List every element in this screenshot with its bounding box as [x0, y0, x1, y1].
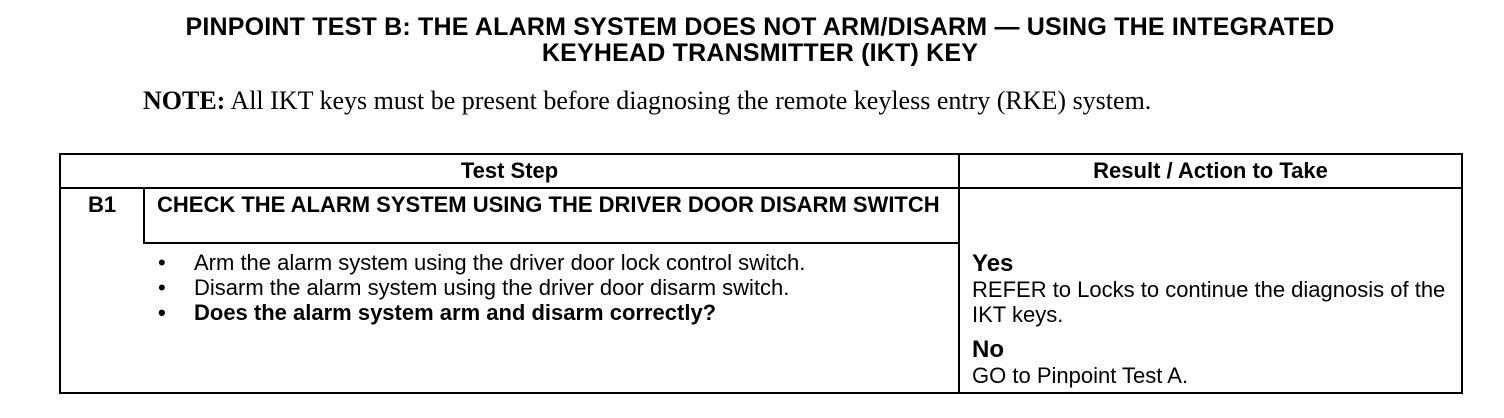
step-id: B1	[60, 188, 144, 243]
step-title: CHECK THE ALARM SYSTEM USING THE DRIVER DOOR DISARM SWITCH	[144, 188, 959, 243]
header-test-step: Test Step	[60, 154, 959, 188]
note-label: NOTE:	[143, 86, 226, 115]
result-yes-text: REFER to Locks to continue the diagnosis of the IKT keys.	[972, 277, 1446, 327]
instruction-text: Arm the alarm system using the driver door lock control switch.	[194, 250, 806, 275]
instruction-list	[158, 250, 950, 325]
step-id-spacer	[60, 243, 144, 393]
header-result-action: Result / Action to Take	[959, 154, 1462, 188]
title-line-2: KEYHEAD TRANSMITTER (IKT) KEY	[541, 39, 979, 67]
instruction-item	[158, 275, 950, 300]
title-line-1: PINPOINT TEST B: THE ALARM SYSTEM DOES NOT ARM/DISARM — USING THE INTEGRATED	[185, 13, 1335, 41]
note	[143, 86, 1343, 116]
note-text: All IKT keys must be present before diagnosing the remote keyless entry (RKE) system.	[230, 86, 1152, 115]
result-cell	[959, 188, 1462, 393]
result-no-label: No	[972, 336, 1005, 363]
result-yes-label: Yes	[972, 250, 1014, 277]
table-header-row	[60, 154, 1462, 188]
pinpoint-test-table	[59, 153, 1463, 394]
step-instructions	[144, 243, 959, 393]
bullet-icon: •	[158, 275, 166, 300]
page-title	[60, 14, 1460, 66]
instruction-item	[158, 250, 950, 275]
result-no-text: GO to Pinpoint Test A.	[972, 363, 1189, 388]
step-title-row	[60, 188, 1462, 243]
instruction-question	[158, 300, 950, 325]
instruction-text: Does the alarm system arm and disarm correctly?	[194, 300, 717, 325]
bullet-icon: •	[158, 250, 166, 275]
bullet-icon: •	[158, 300, 166, 325]
instruction-text: Disarm the alarm system using the driver door disarm switch.	[194, 275, 790, 300]
